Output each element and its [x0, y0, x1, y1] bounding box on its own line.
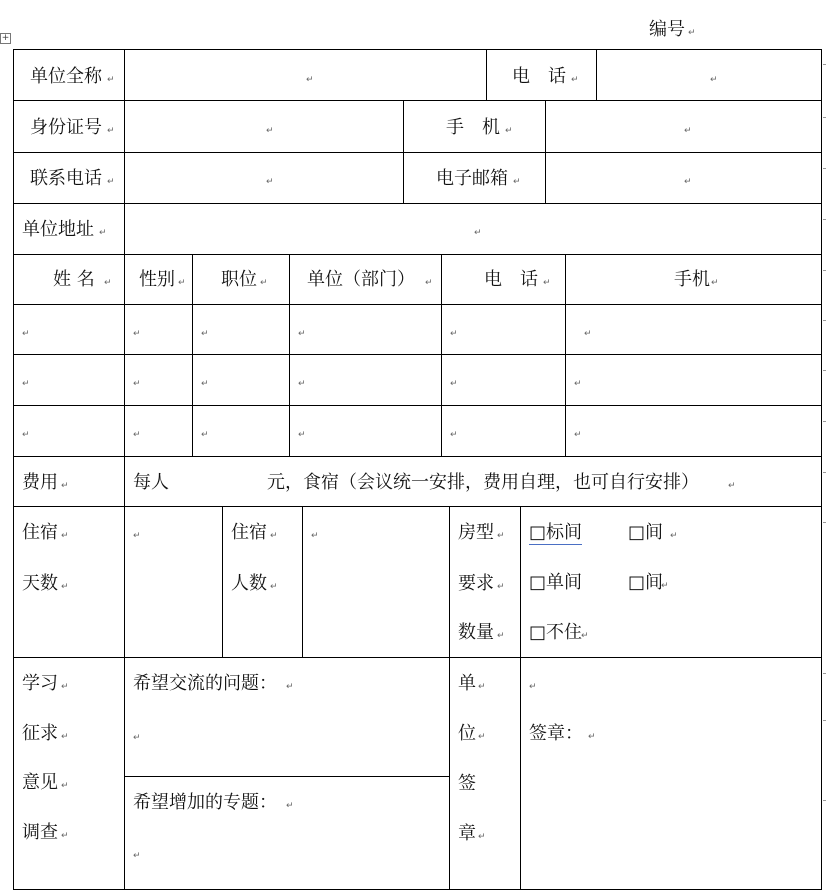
paragraph-mark-icon: [584, 329, 592, 339]
paragraph-mark-icon: [298, 430, 306, 440]
unit-seal-label-4: 章: [458, 823, 476, 844]
table-border-left: [13, 49, 14, 890]
paragraph-mark-icon: [450, 430, 458, 440]
fees-per-person: 每人: [133, 472, 169, 493]
table-border-right: [821, 49, 822, 890]
paragraph-mark-icon: [543, 278, 551, 288]
paragraph-mark-icon: [670, 531, 678, 541]
paragraph-mark-icon: [107, 75, 115, 85]
unit-name-label: 单位全称: [30, 66, 102, 87]
lodging-count-field[interactable]: [304, 508, 448, 656]
paragraph-mark-icon: [497, 531, 505, 541]
feedback-label-4: 调查: [22, 822, 58, 843]
paragraph-mark-icon: [61, 682, 69, 692]
cell-divider: [596, 49, 597, 101]
signature-label: 签章：: [529, 723, 583, 744]
cell-divider: [545, 100, 546, 204]
table-border-top: [13, 49, 822, 50]
table-move-handle-icon[interactable]: +: [1, 33, 10, 43]
paragraph-mark-icon: [107, 177, 115, 187]
paragraph-mark-icon: [270, 582, 278, 592]
phone-label: 电 话: [512, 66, 566, 87]
paragraph-mark-icon: [133, 531, 141, 541]
paragraph-mark-icon: [61, 582, 69, 592]
row-divider: [13, 152, 822, 153]
lodging-count-label-1: 住宿: [231, 522, 267, 543]
phone-field[interactable]: [598, 51, 820, 99]
lodging-days-label-2: 天数: [22, 573, 58, 594]
feedback-label-2: 征求: [22, 723, 58, 744]
paragraph-mark-icon: [298, 329, 306, 339]
paragraph-mark-icon: [104, 278, 112, 288]
standard-room-count[interactable]: □间: [628, 522, 664, 543]
column-header-gender: 性别: [139, 269, 175, 290]
cell-divider: [403, 100, 404, 204]
paragraph-mark-icon: [22, 379, 30, 389]
topics-field[interactable]: [126, 818, 448, 888]
no-lodging-checkbox[interactable]: □不住: [529, 622, 583, 643]
column-header-position: 职位: [221, 269, 257, 290]
column-header-mobile: 手机: [674, 269, 710, 290]
label-column-divider: [124, 49, 125, 890]
cell-divider: [486, 49, 487, 101]
paragraph-mark-icon: [684, 126, 692, 136]
paragraph-mark-icon: [61, 781, 69, 791]
exchange-questions-field[interactable]: [126, 700, 448, 774]
paragraph-mark-icon: [728, 481, 736, 491]
paragraph-mark-icon: [711, 278, 719, 288]
paragraph-mark-icon: [497, 582, 505, 592]
paragraph-mark-icon: [571, 75, 579, 85]
sub-row-divider: [124, 776, 449, 777]
paragraph-mark-icon: [529, 682, 537, 692]
row-divider: [13, 506, 822, 507]
row-divider: [13, 657, 822, 658]
id-number-field[interactable]: [126, 102, 402, 151]
email-label: 电子邮箱: [436, 168, 508, 189]
paragraph-mark-icon: [478, 732, 486, 742]
paragraph-mark-icon: [574, 430, 582, 440]
paragraph-mark-icon: [505, 126, 513, 136]
cell-divider: [222, 506, 223, 658]
serial-number-label: 编号: [649, 19, 685, 40]
paragraph-mark-icon: [201, 430, 209, 440]
paragraph-mark-icon: [99, 228, 107, 238]
standard-room-checkbox[interactable]: □标间: [529, 522, 583, 543]
paragraph-mark-icon: [260, 278, 268, 288]
room-type-label-1: 房型: [458, 522, 494, 543]
id-number-label: 身份证号: [30, 117, 102, 138]
paragraph-mark-icon: [497, 631, 505, 641]
feedback-label-1: 学习: [22, 673, 58, 694]
single-room-count[interactable]: □间: [628, 572, 664, 593]
row-divider: [13, 100, 822, 101]
paragraph-mark-icon: [133, 430, 141, 440]
cell-divider: [449, 506, 450, 890]
paragraph-mark-icon: [133, 329, 141, 339]
paragraph-mark-icon: [311, 531, 319, 541]
paragraph-mark-icon: [478, 682, 486, 692]
paragraph-mark-icon: [661, 581, 669, 591]
paragraph-mark-icon: [513, 177, 521, 187]
cell-divider: [520, 506, 521, 890]
topics-label: 希望增加的专题：: [133, 792, 277, 813]
paragraph-mark-icon: [107, 126, 115, 136]
paragraph-mark-icon: [286, 682, 294, 692]
paragraph-mark-icon: [474, 228, 482, 238]
paragraph-mark-icon: [133, 379, 141, 389]
table-border-bottom: [13, 889, 822, 890]
lodging-count-label-2: 人数: [231, 573, 267, 594]
fees-label: 费用: [22, 472, 58, 493]
paragraph-mark-icon: [61, 531, 69, 541]
signature-field[interactable]: [522, 750, 820, 888]
paragraph-mark-icon: [270, 531, 278, 541]
paragraph-mark-icon: [61, 481, 69, 491]
room-type-label-2: 要求: [458, 573, 494, 594]
unit-seal-label-1: 单: [458, 673, 476, 694]
contact-phone-label: 联系电话: [30, 168, 102, 189]
paragraph-mark-icon: [450, 379, 458, 389]
paragraph-mark-icon: [133, 733, 141, 743]
unit-seal-label-3: 签: [458, 773, 476, 794]
paragraph-mark-icon: [133, 851, 141, 861]
paragraph-mark-icon: [710, 75, 718, 85]
paragraph-mark-icon: [201, 329, 209, 339]
paragraph-mark-icon: [450, 329, 458, 339]
paragraph-mark-icon: [298, 379, 306, 389]
row-divider: [13, 254, 822, 255]
feedback-label-3: 意见: [22, 772, 58, 793]
paragraph-mark-icon: [688, 28, 696, 38]
paragraph-mark-icon: [61, 732, 69, 742]
paragraph-mark-icon: [61, 831, 69, 841]
paragraph-mark-icon: [588, 732, 596, 742]
room-type-label-3: 数量: [458, 622, 494, 643]
exchange-questions-label: 希望交流的问题：: [133, 673, 277, 694]
paragraph-mark-icon: [178, 278, 186, 288]
paragraph-mark-icon: [266, 126, 274, 136]
paragraph-mark-icon: [306, 75, 314, 85]
cell-divider: [302, 506, 303, 658]
address-label: 单位地址: [22, 219, 94, 240]
column-header-department: 单位（部门）: [307, 269, 415, 290]
unit-seal-label-2: 位: [458, 723, 476, 744]
paragraph-mark-icon: [425, 278, 433, 288]
paragraph-mark-icon: [478, 832, 486, 842]
row-divider: [13, 456, 822, 457]
paragraph-mark-icon: [22, 430, 30, 440]
fee-amount-field[interactable]: [175, 466, 263, 498]
paragraph-mark-icon: [581, 631, 589, 641]
fees-description: 元，食宿（会议统一安排，费用自理，也可自行安排）: [267, 472, 699, 493]
paragraph-mark-icon: [22, 329, 30, 339]
contact-phone-field[interactable]: [126, 154, 402, 202]
paragraph-mark-icon: [266, 177, 274, 187]
address-field[interactable]: [126, 205, 820, 253]
column-header-phone: 电 话: [484, 269, 538, 290]
mobile-label: 手 机: [446, 117, 500, 138]
single-room-checkbox[interactable]: □单间: [529, 572, 583, 593]
paragraph-mark-icon: [684, 177, 692, 187]
lodging-days-label-1: 住宿: [22, 522, 58, 543]
row-divider: [13, 203, 822, 204]
paragraph-mark-icon: [286, 801, 294, 811]
paragraph-mark-icon: [574, 379, 582, 389]
column-header-name: 姓 名: [53, 269, 95, 290]
paragraph-mark-icon: [201, 379, 209, 389]
